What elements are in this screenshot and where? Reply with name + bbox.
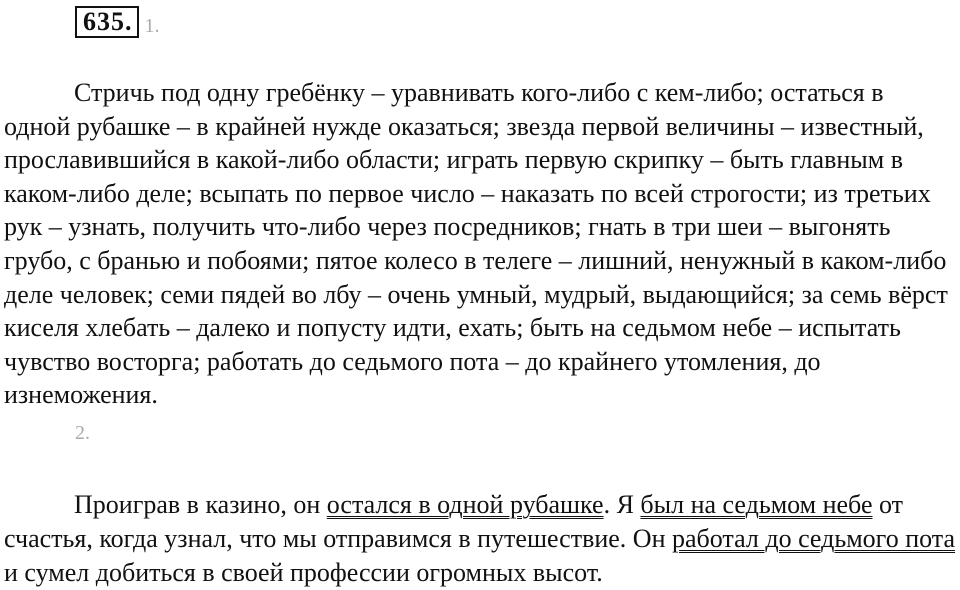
part2-paragraph (4, 488, 956, 590)
part2-marker: 2. (75, 422, 90, 444)
exercise-header (75, 6, 160, 38)
part2-text-2: . Я (603, 490, 641, 519)
part1-paragraph: Стричь под одну гребёнку – уравнивать кого-либо с кем-либо; остаться в одной рубашке – в крайней нужде оказаться; звезда первой величины – известный, прославившийся в какой-либо области; играть первую скрипку – быть главным в каком-либо деле; всыпать по первое число – наказать по всей строгости; из третьих рук – узнать, получить что-либо через посредников; гнать в три шеи – выгонять грубо, с бранью и побоями; пятое колесо в телеге – лишний, ненужный в каком-либо деле человек; семи пядей во лбу – очень умный, мудрый, выдающийся; за семь вёрст киселя хлебать – далеко и попусту идти, ехать; быть на седьмом небе – испытать чувство восторга; работать до седьмого пота – до крайнего утомления, до изнеможения. (4, 78, 948, 410)
idiom-underlined-3: работал до седьмого пота (672, 524, 955, 553)
part1-marker: 1. (144, 15, 160, 37)
part2-text-4: и сумел добиться в своей профессии огромных высот. (4, 558, 603, 587)
idiom-underlined-2: был на седьмом небе (640, 490, 873, 519)
part2-text-1: Проиграв в казино, он (74, 490, 327, 519)
part2-text-3: от счастья, когда узнал, что мы отправимся в путешествие. Он (4, 490, 904, 553)
idiom-underlined-1: остался в одной рубашке (326, 490, 604, 519)
exercise-number: 635. (75, 6, 139, 38)
